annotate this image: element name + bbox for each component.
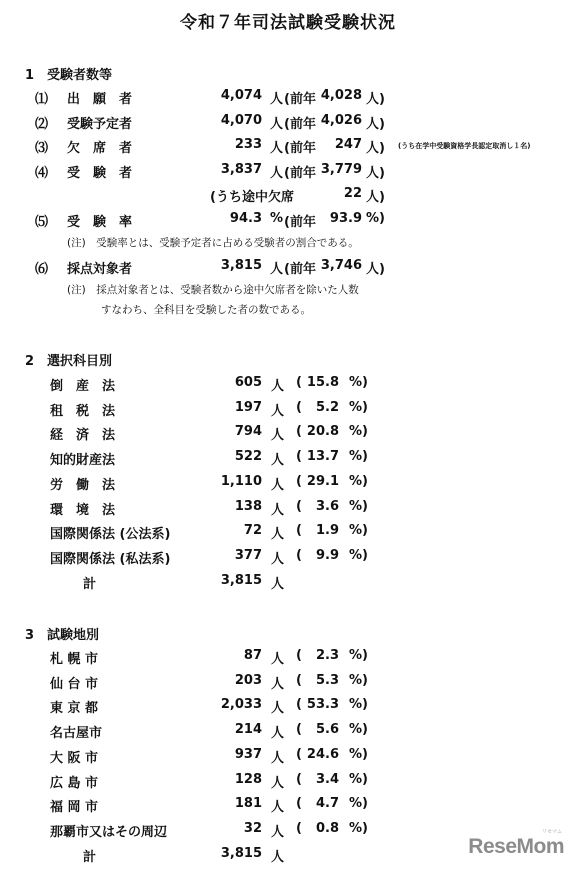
- row-paren: (: [296, 648, 302, 663]
- resemom-logo: ReseMom: [468, 835, 564, 858]
- row-unit: 人: [271, 726, 285, 742]
- item-number: ⑸: [35, 215, 49, 230]
- item-value: 3,837: [220, 162, 262, 177]
- row-percent-unit: %): [349, 746, 368, 762]
- row-paren: (: [296, 697, 302, 713]
- section-heading: 3 試験地別: [25, 628, 100, 643]
- row-paren: (: [296, 796, 302, 812]
- item-unit: 人: [270, 117, 284, 132]
- row-paren: (: [296, 722, 302, 738]
- previous-year-label: (前年: [284, 262, 316, 277]
- row-paren: (: [296, 523, 302, 539]
- total-unit: 人: [271, 849, 285, 865]
- row-percent: 20.8: [306, 424, 339, 440]
- row-value: 937: [234, 746, 262, 762]
- row-label: 労 働 法: [50, 477, 116, 493]
- section-heading: 1 受験者数等: [25, 68, 113, 83]
- row-unit: 人: [271, 477, 285, 493]
- row-value: 522: [234, 449, 262, 465]
- row-value: 181: [234, 796, 262, 812]
- row-label: 国際関係法 (私法系): [50, 551, 171, 567]
- total-value: 3,815: [220, 845, 262, 861]
- item-value: 4,070: [220, 113, 262, 128]
- item-label: 出 願 者: [67, 92, 133, 107]
- row-unit: 人: [271, 379, 285, 394]
- row-label: 大 阪 市: [50, 750, 99, 766]
- row-unit: 人: [271, 403, 285, 419]
- previous-year-label: (前年: [284, 166, 316, 181]
- row-unit: 人: [271, 701, 285, 717]
- row-percent: 4.7: [315, 796, 339, 812]
- row-percent-unit: %): [349, 449, 368, 465]
- row-percent: 13.7: [306, 449, 339, 465]
- row-value: 197: [234, 399, 262, 415]
- row-unit: 人: [271, 652, 285, 667]
- row-label: 仙 台 市: [50, 676, 99, 692]
- row-value: 605: [234, 375, 262, 390]
- item-label: 受 験 率: [67, 215, 133, 230]
- row-percent-unit: %): [349, 375, 368, 390]
- item-number: ⑴: [35, 92, 49, 107]
- row-unit: 人: [271, 824, 285, 840]
- item-unit: 人: [270, 141, 284, 156]
- previous-year-unit: 人): [366, 141, 385, 156]
- item-number: ⑹: [35, 262, 49, 277]
- row-value: 32: [243, 820, 262, 836]
- item-unit: 人: [270, 166, 284, 181]
- row-label: 国際関係法 (公法系): [50, 527, 171, 543]
- row-percent: 5.6: [315, 722, 339, 738]
- note-target-cont: すなわち、全科目を受験した者の数である。: [101, 304, 311, 316]
- row-value: 203: [234, 672, 262, 688]
- row-percent-unit: %): [349, 547, 368, 563]
- row-label: 東 京 都: [50, 701, 99, 717]
- item-value: 233: [234, 137, 262, 152]
- item-number: ⑶: [35, 141, 49, 156]
- item-extra-note: (うち在学中受験資格学長認定取消し１名): [398, 142, 531, 150]
- row-paren: (: [296, 473, 302, 489]
- row-percent-unit: %): [349, 473, 368, 489]
- row-paren: (: [296, 449, 302, 465]
- row-paren: (: [296, 771, 302, 787]
- previous-year-unit: 人): [366, 117, 385, 132]
- row-percent-unit: %): [349, 523, 368, 539]
- row-label: 名古屋市: [50, 726, 103, 742]
- item-label: 受験予定者: [67, 117, 133, 132]
- previous-year-unit: 人): [366, 92, 385, 107]
- withdraw-unit: 人): [366, 190, 385, 205]
- row-paren: (: [296, 746, 302, 762]
- previous-year-value: 4,026: [320, 113, 362, 128]
- row-label: 倒 産 法: [50, 379, 116, 394]
- row-percent-unit: %): [349, 424, 368, 440]
- row-unit: 人: [271, 428, 285, 444]
- row-label: 経 済 法: [50, 428, 116, 444]
- row-value: 138: [234, 498, 262, 514]
- previous-year-value: 4,028: [320, 88, 362, 103]
- item-number: ⑵: [35, 117, 49, 132]
- row-label: 環 境 法: [50, 502, 116, 518]
- row-label: 広 島 市: [50, 775, 99, 791]
- row-label: 那覇市又はその周辺: [50, 824, 168, 840]
- row-value: 1,110: [220, 473, 262, 489]
- previous-year-value: 3,779: [320, 162, 362, 177]
- total-label: 計: [83, 576, 97, 592]
- row-paren: (: [296, 375, 302, 390]
- row-percent-unit: %): [349, 648, 368, 663]
- row-percent-unit: %): [349, 771, 368, 787]
- row-percent: 3.4: [315, 771, 339, 787]
- row-unit: 人: [271, 551, 285, 567]
- row-label: 福 岡 市: [50, 800, 99, 816]
- row-percent: 5.3: [315, 672, 339, 688]
- item-unit: 人: [270, 262, 284, 277]
- withdraw-value: 22: [343, 186, 362, 201]
- previous-year-value: 93.9: [329, 211, 362, 226]
- item-label: 採点対象者: [67, 262, 133, 277]
- row-unit: 人: [271, 750, 285, 766]
- row-percent-unit: %): [349, 697, 368, 713]
- row-percent: 1.9: [315, 523, 339, 539]
- row-value: 794: [234, 424, 262, 440]
- total-label: 計: [83, 849, 97, 865]
- row-percent: 24.6: [306, 746, 339, 762]
- item-label: 欠 席 者: [67, 141, 133, 156]
- row-percent: 5.2: [315, 399, 339, 415]
- row-paren: (: [296, 820, 302, 836]
- previous-year-unit: 人): [366, 166, 385, 181]
- row-percent: 15.8: [306, 375, 339, 390]
- item-value: 94.3: [229, 211, 262, 226]
- row-value: 87: [243, 648, 262, 663]
- row-unit: 人: [271, 676, 285, 692]
- item-value: 4,074: [220, 88, 262, 103]
- row-label: 知的財産法: [50, 453, 116, 469]
- previous-year-label: (前年: [284, 141, 316, 156]
- row-value: 377: [234, 547, 262, 563]
- row-paren: (: [296, 399, 302, 415]
- row-unit: 人: [271, 800, 285, 816]
- row-percent: 29.1: [306, 473, 339, 489]
- item-label: 受 験 者: [67, 166, 133, 181]
- row-value: 72: [243, 523, 262, 539]
- previous-year-value: 247: [334, 137, 362, 152]
- row-percent-unit: %): [349, 796, 368, 812]
- row-label: 札 幌 市: [50, 652, 99, 667]
- total-unit: 人: [271, 576, 285, 592]
- row-paren: (: [296, 424, 302, 440]
- row-paren: (: [296, 547, 302, 563]
- total-value: 3,815: [220, 572, 262, 588]
- withdraw-label: (うち途中欠席: [210, 190, 294, 205]
- row-unit: 人: [271, 502, 285, 518]
- previous-year-value: 3,746: [320, 258, 362, 273]
- row-percent: 0.8: [315, 820, 339, 836]
- row-percent-unit: %): [349, 498, 368, 514]
- row-percent: 2.3: [315, 648, 339, 663]
- row-percent-unit: %): [349, 399, 368, 415]
- item-value: 3,815: [220, 258, 262, 273]
- row-label: 租 税 法: [50, 403, 116, 419]
- row-value: 2,033: [220, 697, 262, 713]
- row-paren: (: [296, 672, 302, 688]
- row-percent-unit: %): [349, 672, 368, 688]
- previous-year-unit: 人): [366, 262, 385, 277]
- item-number: ⑷: [35, 166, 49, 181]
- note-rate: (注) 受験率とは、受験予定者に占める受験者の割合である。: [67, 237, 359, 249]
- row-unit: 人: [271, 775, 285, 791]
- section-heading: 2 選択科目別: [25, 354, 113, 369]
- row-percent-unit: %): [349, 722, 368, 738]
- row-paren: (: [296, 498, 302, 514]
- row-unit: 人: [271, 527, 285, 543]
- watermark-subtext: リセマム: [542, 829, 562, 835]
- row-value: 128: [234, 771, 262, 787]
- previous-year-label: (前年: [284, 92, 316, 107]
- item-unit: %: [270, 211, 284, 226]
- row-unit: 人: [271, 453, 285, 469]
- row-percent: 9.9: [315, 547, 339, 563]
- item-unit: 人: [270, 92, 284, 107]
- page-title: 令和７年司法試験受験状況: [180, 13, 396, 33]
- note-target: (注) 採点対象者とは、受験者数から途中欠席者を除いた人数: [67, 284, 359, 296]
- row-percent: 3.6: [315, 498, 339, 514]
- row-value: 214: [234, 722, 262, 738]
- row-percent-unit: %): [349, 820, 368, 836]
- previous-year-unit: %): [366, 211, 385, 226]
- previous-year-label: (前年: [284, 117, 316, 132]
- previous-year-label: (前年: [284, 215, 316, 230]
- row-percent: 53.3: [306, 697, 339, 713]
